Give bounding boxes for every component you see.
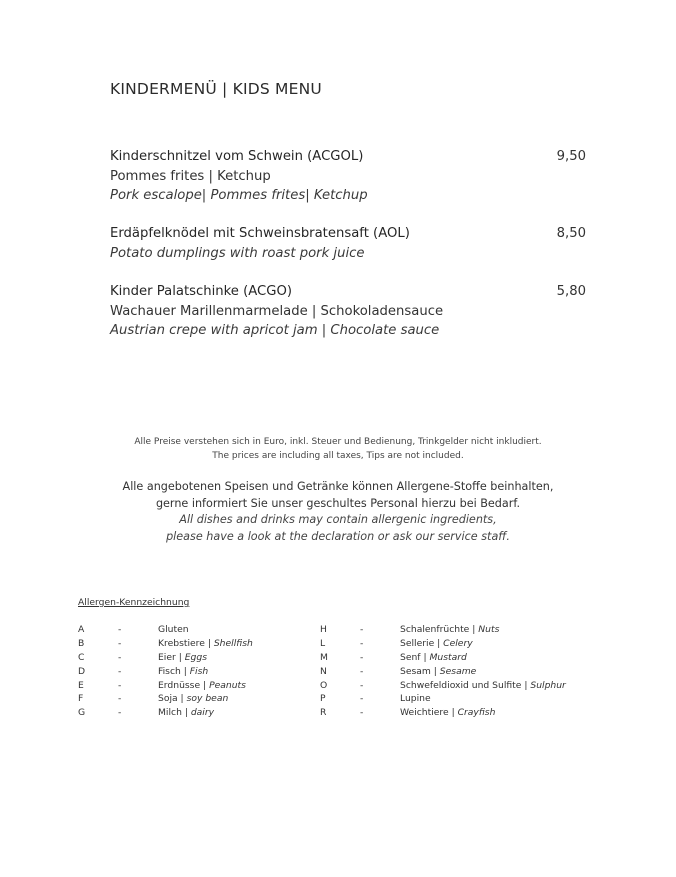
dish-description-de: Pommes frites | Ketchup — [110, 168, 271, 184]
allergen-description — [400, 637, 473, 651]
allergen-name-en: Peanuts — [209, 679, 246, 691]
allergen-code: C — [78, 651, 85, 663]
allergen-code: L — [320, 637, 326, 649]
allergen-dash: - — [118, 707, 122, 719]
allergen-dash: - — [118, 651, 122, 663]
dish-item — [110, 224, 586, 263]
allergen-code: E — [78, 679, 84, 691]
allergen-heading: Allergen-Kennzeichnung — [78, 597, 190, 608]
allergen-name-en: Nuts — [478, 624, 500, 635]
dish-description-en: Austrian crepe with apricot jam | Chocolate sauce — [110, 323, 440, 338]
allergen-code: A — [78, 624, 85, 635]
allergen-description — [400, 679, 566, 693]
allergen-dash: - — [118, 679, 122, 691]
allergen-dash: - — [360, 665, 364, 677]
dish-item — [110, 147, 586, 206]
allergen-name-en: Shellfish — [213, 637, 253, 649]
allergen-name-de: Gluten — [158, 624, 189, 635]
dish-name: Kinderschnitzel vom Schwein (ACGOL) — [110, 149, 364, 164]
allergen-description — [400, 692, 431, 706]
allergy-note-de-2: gerne informiert Sie unser geschultes Personal hierzu bei Bedarf. — [155, 496, 521, 510]
allergen-name-de: Eier | — [158, 651, 185, 663]
price-note — [0, 435, 676, 463]
dish-name: Kinder Palatschinke (ACGO) — [110, 284, 292, 299]
dish-name: Erdäpfelknödel mit Schweinsbratensaft (AOL) — [110, 226, 410, 241]
allergen-name-de: Weichtiere | — [400, 707, 458, 719]
allergen-dash: - — [360, 637, 364, 649]
allergen-dash: - — [360, 679, 364, 691]
allergen-description — [158, 679, 246, 693]
allergy-note-en-2: please have a look at the declaration or ask our service staff. — [166, 529, 510, 543]
allergen-name-de: Schalenfrüchte | — [400, 624, 479, 635]
allergen-code: M — [320, 651, 328, 663]
allergen-description — [400, 706, 495, 720]
dish-description-en: Pork escalope| Pommes frites| Ketchup — [110, 188, 368, 203]
allergen-description — [400, 623, 499, 637]
allergen-description — [158, 706, 214, 720]
allergen-name-de: Lupine — [400, 693, 431, 705]
allergen-description — [158, 651, 207, 665]
allergen-code: G — [78, 707, 86, 719]
allergen-name-en: dairy — [190, 707, 215, 719]
allergen-description — [400, 651, 467, 665]
allergen-name-de: Senf | — [400, 651, 430, 663]
allergen-name-en: Fish — [189, 665, 209, 677]
allergen-name-de: Soja | — [158, 693, 187, 705]
allergen-dash: - — [118, 693, 122, 705]
allergen-name-de: Schwefeldioxid und Sulfite | — [400, 679, 531, 691]
dish-description-de: Wachauer Marillenmarmelade | Schokoladensauce — [110, 303, 444, 319]
allergen-name-en: Crayfish — [457, 707, 496, 719]
allergen-name-de: Erdnüsse | — [158, 679, 210, 691]
allergen-name-en: Mustard — [429, 651, 467, 663]
allergen-code: O — [320, 679, 328, 691]
allergen-code: F — [78, 693, 84, 705]
allergen-name-en: Sesame — [439, 665, 477, 677]
price-note-en: The prices are including all taxes, Tips are not included. — [212, 451, 464, 461]
allergen-dash: - — [118, 624, 122, 635]
allergen-description — [400, 665, 476, 679]
dish-price: 5,80 — [556, 284, 586, 299]
allergen-description — [158, 692, 228, 706]
allergen-name-de: Krebstiere | — [158, 637, 214, 649]
allergen-code: R — [320, 707, 327, 719]
allergen-code: B — [78, 637, 85, 649]
allergen-name-en: Celery — [443, 637, 473, 649]
allergen-description — [158, 637, 253, 651]
price-note-de: Alle Preise verstehen sich in Euro, inkl. Steuer und Bedienung, Trinkgelder nicht inkludiert. — [134, 437, 542, 447]
allergen-dash: - — [118, 637, 122, 649]
allergen-code: P — [320, 693, 326, 705]
allergen-dash: - — [118, 665, 122, 677]
dish-price: 9,50 — [556, 149, 586, 164]
allergen-code: H — [320, 624, 327, 635]
allergen-name-de: Sesam | — [400, 665, 440, 677]
menu-title: KINDERMENÜ | KIDS MENU — [110, 80, 322, 98]
allergen-code: N — [320, 665, 327, 677]
allergen-dash: - — [360, 707, 364, 719]
allergen-name-en: Sulphur — [530, 679, 566, 691]
dish-price: 8,50 — [556, 226, 586, 241]
allergy-note — [0, 479, 676, 545]
allergen-name-en: soy bean — [186, 693, 229, 705]
dish-item — [110, 282, 586, 341]
allergen-code: D — [78, 665, 86, 677]
allergen-description — [158, 623, 189, 637]
allergen-name-de: Sellerie | — [400, 637, 444, 649]
allergen-description — [158, 665, 208, 679]
allergen-name-de: Milch | — [158, 707, 191, 719]
allergen-dash: - — [360, 624, 364, 635]
allergen-name-en: Eggs — [184, 651, 207, 663]
dish-description-en: Potato dumplings with roast pork juice — [110, 245, 365, 261]
allergy-note-de-1: Alle angebotenen Speisen und Getränke können Allergene-Stoffe beinhalten, — [122, 480, 554, 493]
allergen-dash: - — [360, 693, 364, 705]
allergen-name-de: Fisch | — [158, 665, 190, 677]
allergy-note-en-1: All dishes and drinks may contain allergenic ingredients, — [179, 513, 497, 526]
allergen-dash: - — [360, 651, 364, 663]
